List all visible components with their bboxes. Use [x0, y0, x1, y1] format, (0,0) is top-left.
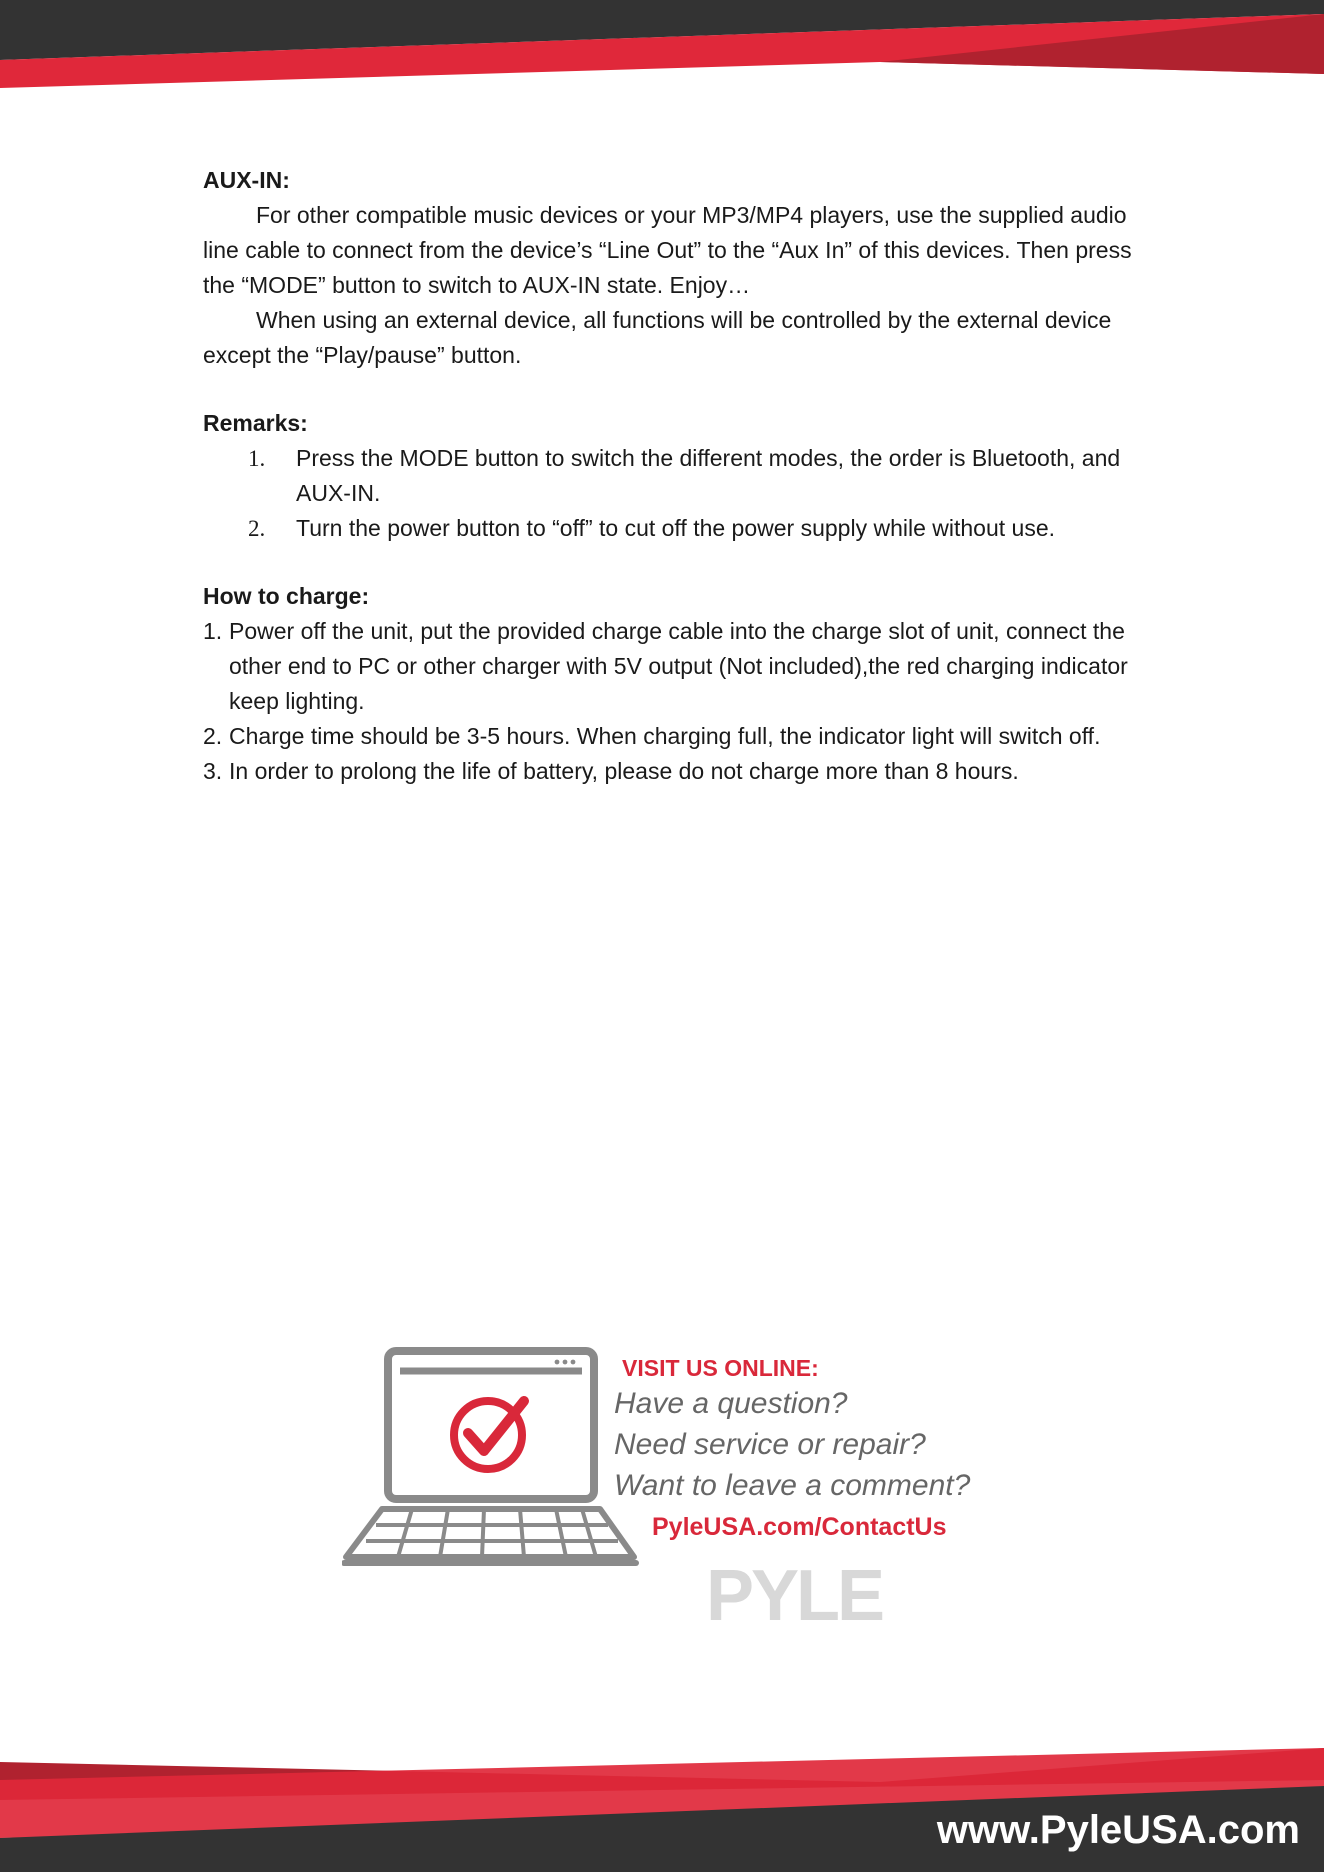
list-item: [203, 614, 1133, 719]
list-text: Press the MODE button to switch the different modes, the order is Bluetooth, and AUX-IN.: [296, 445, 1121, 506]
list-item: [203, 511, 1133, 546]
header-band: [0, 0, 1324, 100]
laptop-checkmark-icon: [342, 1345, 642, 1571]
remarks-heading: Remarks:: [203, 410, 308, 436]
charge-heading: How to charge:: [203, 583, 370, 609]
list-item: [203, 754, 1133, 789]
support-promo: [342, 1345, 1002, 1635]
list-text: Turn the power button to “off” to cut off the power supply while without use.: [296, 515, 1055, 541]
header-band-graphic: [0, 0, 1324, 100]
list-number: 3.: [203, 758, 223, 784]
list-text: Charge time should be 3-5 hours. When charging full, the indicator light will switch off.: [229, 723, 1101, 749]
list-number: 1.: [203, 618, 223, 644]
promo-question: Need service or repair?: [614, 1428, 926, 1461]
list-number: 1.: [248, 446, 266, 471]
promo-question: Want to leave a comment?: [614, 1469, 971, 1502]
remarks-list: [203, 441, 1133, 546]
aux-in-paragraph: For other compatible music devices or your MP3/MP4 players, use the supplied audio line cable to connect from the device’s “Line Out” to the “Aux In” of this devices. Then press the “MODE” button to switch to AUX-IN state. Enjoy…: [203, 202, 1132, 298]
aux-in-heading: AUX-IN:: [203, 167, 290, 193]
contact-us-link[interactable]: PyleUSA.com/ContactUs: [652, 1513, 947, 1541]
pyle-logo: PYLE: [706, 1556, 883, 1636]
list-item: [203, 441, 1133, 511]
aux-in-paragraph: When using an external device, all functions will be controlled by the external device except the “Play/pause” button.: [203, 307, 1112, 368]
list-text: In order to prolong the life of battery, please do not charge more than 8 hours.: [229, 758, 1019, 784]
list-number: 2.: [248, 516, 266, 541]
promo-question: Have a question?: [614, 1387, 848, 1420]
charge-list: [203, 614, 1133, 789]
list-number: 2.: [203, 723, 223, 749]
manual-content: [203, 163, 1133, 789]
website-url[interactable]: www.PyleUSA.com: [936, 1808, 1300, 1852]
list-item: [203, 719, 1133, 754]
visit-us-label: VISIT US ONLINE:: [622, 1355, 819, 1381]
list-text: Power off the unit, put the provided charge cable into the charge slot of unit, connect the other end to PC or other charger with 5V output (Not included),the red charging indicator keep lighting.: [229, 618, 1128, 714]
